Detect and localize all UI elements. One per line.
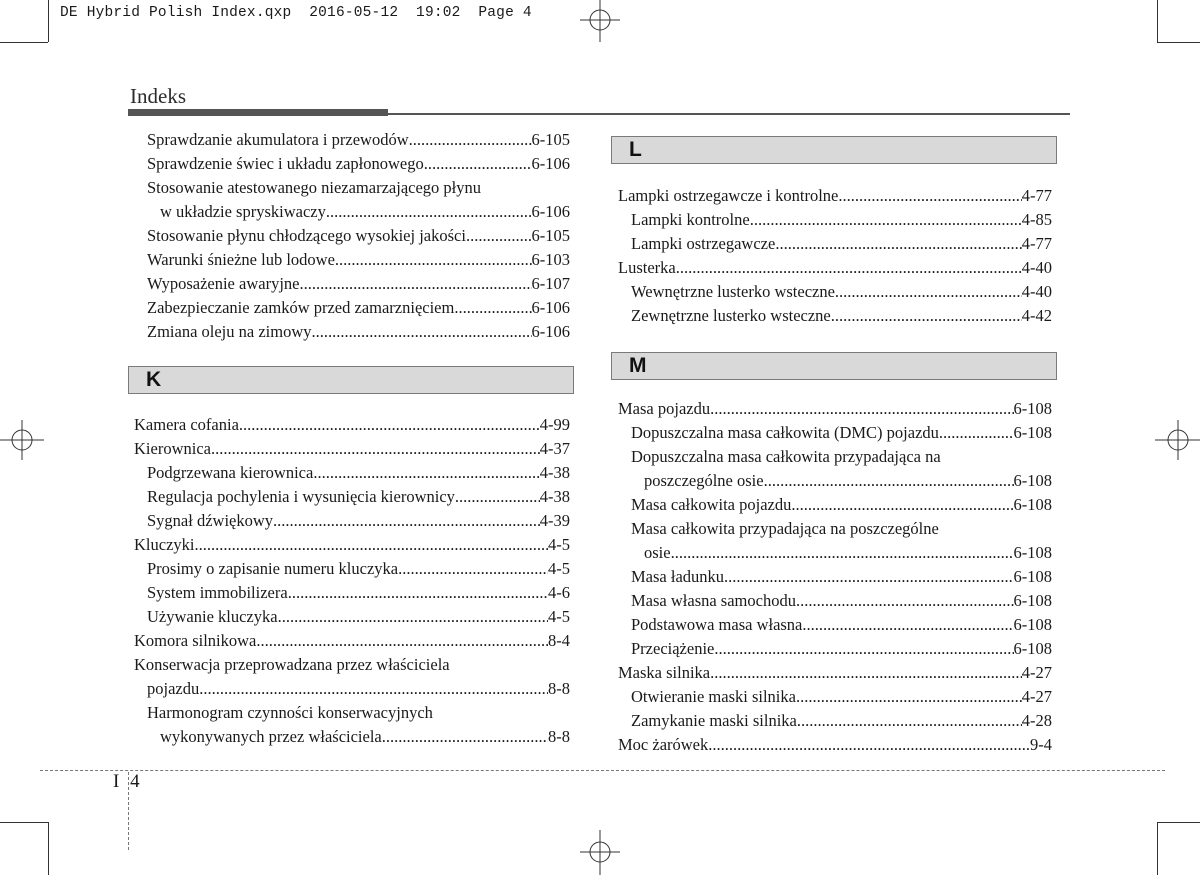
index-entry-text: Kierownica — [134, 439, 211, 458]
dot-leader — [398, 557, 548, 581]
dot-leader — [802, 613, 1013, 637]
index-entry — [618, 208, 1052, 232]
dot-leader — [312, 320, 532, 344]
index-entry-text: Sprawdzenie świec i układu zapłonowego — [147, 154, 424, 173]
index-entry-text: Warunki śnieżne lub lodowe — [147, 250, 335, 269]
index-entry-text: osie — [644, 543, 671, 562]
dot-leader — [708, 733, 1030, 757]
index-entry-text: wykonywanych przez właściciela — [160, 727, 382, 746]
index-entry-page: 4-77 — [1021, 234, 1052, 253]
index-entry-page: 6-108 — [1013, 471, 1052, 490]
index-entry — [618, 280, 1052, 304]
section-header-l: L — [611, 136, 1057, 164]
registration-mark-icon — [575, 830, 625, 875]
index-entry — [134, 200, 570, 224]
index-entry — [134, 320, 570, 344]
index-entry — [618, 517, 1052, 541]
index-entry-page: 6-108 — [1013, 639, 1052, 658]
crop-mark — [0, 42, 48, 43]
index-entry-text: Wyposażenie awaryjne — [147, 274, 300, 293]
index-entry — [134, 677, 570, 701]
dot-leader — [775, 232, 1021, 256]
index-entry-text: Lusterka — [618, 258, 676, 277]
dot-leader — [714, 637, 1013, 661]
index-entry-page: 6-108 — [1013, 567, 1052, 586]
index-entry — [618, 589, 1052, 613]
index-entry — [618, 709, 1052, 733]
index-entry — [618, 565, 1052, 589]
index-entry — [134, 272, 570, 296]
dot-leader — [710, 397, 1013, 421]
index-entry-text: Sygnał dźwiękowy — [147, 511, 274, 530]
page-title: Indeks — [130, 84, 186, 108]
index-entry-page: 4-5 — [548, 535, 570, 554]
index-entry-text: Moc żarówek — [618, 735, 709, 754]
index-entry-text: Masa własna samochodu — [631, 591, 796, 610]
index-entry-page: 6-107 — [531, 274, 570, 293]
index-entry — [618, 232, 1052, 256]
index-entry — [618, 469, 1052, 493]
index-entry-text: Zmiana oleju na zimowy — [147, 322, 312, 341]
dot-leader — [466, 224, 532, 248]
crop-mark — [0, 822, 48, 823]
index-entry-text: Otwieranie maski silnika — [631, 687, 796, 706]
index-entry-text: w układzie spryskiwaczy — [160, 202, 326, 221]
index-entry-text: Masa całkowita pojazdu — [631, 495, 792, 514]
index-entry-page: 6-108 — [1013, 495, 1052, 514]
index-entry-text: Wewnętrzne lusterko wsteczne — [631, 282, 835, 301]
registration-mark-icon — [575, 0, 625, 45]
index-entry — [134, 413, 570, 437]
dot-leader — [939, 421, 1014, 445]
dot-leader — [724, 565, 1013, 589]
index-entry-page: 4-40 — [1021, 258, 1052, 277]
index-entry-page: 4-38 — [539, 487, 570, 506]
title-rule — [388, 113, 1070, 115]
crop-mark — [1157, 42, 1200, 43]
index-entry-page: 6-103 — [531, 250, 570, 269]
index-entry-text: Przeciążenie — [631, 639, 715, 658]
index-list-m — [618, 397, 1052, 757]
index-entry-page: 4-37 — [539, 439, 570, 458]
dot-leader — [454, 296, 531, 320]
index-entry-page: 6-108 — [1013, 543, 1052, 562]
index-entry-page: 6-108 — [1013, 615, 1052, 634]
crop-mark — [1157, 0, 1158, 42]
index-entry — [134, 557, 570, 581]
index-entry — [134, 152, 570, 176]
index-entry-page: 4-5 — [548, 607, 570, 626]
page-number: I 4 — [113, 771, 143, 792]
index-entry-text: Stosowanie atestowanego niezamarzającego płynu — [147, 178, 481, 197]
index-entry-text: Komora silnikowa — [134, 631, 257, 650]
index-entry-page: 6-106 — [531, 322, 570, 341]
index-entry — [618, 421, 1052, 445]
index-entry — [618, 304, 1052, 328]
crop-mark — [1157, 822, 1158, 875]
section-header-m: M — [611, 352, 1057, 380]
index-entry-text: Zamykanie maski silnika — [631, 711, 797, 730]
index-entry-page: 4-38 — [539, 463, 570, 482]
index-entry — [134, 581, 570, 605]
index-entry-page: 4-40 — [1021, 282, 1052, 301]
index-entry — [618, 397, 1052, 421]
dot-leader — [455, 485, 540, 509]
index-entry-page: 4-39 — [539, 511, 570, 530]
index-entry — [134, 605, 570, 629]
index-list-k — [134, 413, 570, 749]
index-entry-page: 6-108 — [1013, 423, 1052, 442]
index-entry-text: pojazdu — [147, 679, 200, 698]
index-entry-text: Podgrzewana kierownica — [147, 463, 314, 482]
print-info-header: DE Hybrid Polish Index.qxp 2016-05-12 19:02 Page 4 — [60, 5, 532, 21]
dot-leader — [256, 629, 548, 653]
index-entry-text: Maska silnika — [618, 663, 711, 682]
index-entry-text: Masa ładunku — [631, 567, 725, 586]
dot-leader — [194, 533, 548, 557]
dot-leader — [273, 509, 540, 533]
dot-leader — [764, 469, 1014, 493]
index-entry-text: Stosowanie płynu chłodzącego wysokiej jakości — [147, 226, 466, 245]
index-entry — [134, 701, 570, 725]
index-entry-text: Lampki ostrzegawcze i kontrolne — [618, 186, 839, 205]
index-entry — [134, 248, 570, 272]
index-entry — [618, 256, 1052, 280]
index-entry-page: 6-108 — [1013, 591, 1052, 610]
index-entry-text: Prosimy o zapisanie numeru kluczyka — [147, 559, 399, 578]
dot-leader — [796, 685, 1022, 709]
dot-leader — [796, 589, 1014, 613]
index-entry-page: 4-27 — [1021, 663, 1052, 682]
dot-leader — [750, 208, 1022, 232]
index-entry — [618, 541, 1052, 565]
index-list-left-top — [134, 128, 570, 344]
index-entry-page: 6-105 — [531, 226, 570, 245]
dot-leader — [409, 128, 532, 152]
index-entry-text: System immobilizera — [147, 583, 288, 602]
dot-leader — [326, 200, 532, 224]
index-entry-text: Konserwacja przeprowadzana przez właściciela — [134, 655, 450, 674]
index-entry — [134, 725, 570, 749]
index-entry-text: Lampki ostrzegawcze — [631, 234, 776, 253]
index-entry-page: 4-77 — [1021, 186, 1052, 205]
index-entry-text: poszczególne osie — [644, 471, 764, 490]
index-entry — [134, 461, 570, 485]
index-entry-text: Dopuszczalna masa całkowita (DMC) pojazdu — [631, 423, 939, 442]
index-entry-page: 4-6 — [548, 583, 570, 602]
index-entry-page: 6-105 — [531, 130, 570, 149]
index-entry — [134, 176, 570, 200]
index-entry-text: Sprawdzanie akumulatora i przewodów — [147, 130, 409, 149]
index-entry — [618, 661, 1052, 685]
dot-leader — [838, 184, 1021, 208]
index-entry-text: Podstawowa masa własna — [631, 615, 803, 634]
index-entry-page: 4-28 — [1021, 711, 1052, 730]
index-entry-text: Regulacja pochylenia i wysunięcia kierownicy — [147, 487, 455, 506]
index-entry — [618, 733, 1052, 757]
index-entry-text: Masa pojazdu — [618, 399, 711, 418]
index-entry-page: 6-106 — [531, 298, 570, 317]
dot-leader — [199, 677, 548, 701]
dot-leader — [382, 725, 548, 749]
index-entry-page: 6-106 — [531, 154, 570, 173]
index-entry — [134, 437, 570, 461]
dot-leader — [211, 437, 540, 461]
index-entry — [618, 184, 1052, 208]
index-entry-text: Lampki kontrolne — [631, 210, 750, 229]
index-entry-text: Kamera cofania — [134, 415, 239, 434]
index-entry-text: Kluczyki — [134, 535, 195, 554]
index-entry-text: Dopuszczalna masa całkowita przypadająca na — [631, 447, 941, 466]
crop-mark — [1157, 822, 1200, 823]
index-entry-page: 4-42 — [1021, 306, 1052, 325]
index-entry — [134, 128, 570, 152]
dot-leader — [835, 280, 1022, 304]
index-entry-page: 8-8 — [548, 727, 570, 746]
index-entry-page: 6-108 — [1013, 399, 1052, 418]
dot-leader — [278, 605, 548, 629]
index-entry — [618, 637, 1052, 661]
index-entry-page: 8-8 — [548, 679, 570, 698]
registration-mark-icon — [0, 415, 45, 465]
index-entry — [134, 296, 570, 320]
index-entry — [134, 509, 570, 533]
crop-mark — [48, 0, 49, 42]
index-entry-text: Masa całkowita przypadająca na poszczególne — [631, 519, 939, 538]
dot-leader — [676, 256, 1022, 280]
index-entry-page: 4-5 — [548, 559, 570, 578]
index-entry — [618, 445, 1052, 469]
index-entry-text: Zewnętrzne lusterko wsteczne — [631, 306, 831, 325]
index-entry-text: Używanie kluczyka — [147, 607, 278, 626]
index-entry — [134, 533, 570, 557]
crop-mark — [48, 822, 49, 875]
dot-leader — [791, 493, 1013, 517]
index-entry-page: 4-85 — [1021, 210, 1052, 229]
dot-leader — [797, 709, 1022, 733]
dot-leader — [424, 152, 532, 176]
index-entry — [134, 653, 570, 677]
index-entry-text: Harmonogram czynności konserwacyjnych — [147, 703, 433, 722]
footer-rule — [40, 770, 1165, 771]
dot-leader — [288, 581, 548, 605]
index-entry-text: Zabezpieczanie zamków przed zamarznięciem — [147, 298, 455, 317]
index-entry — [134, 629, 570, 653]
index-entry-page: 6-106 — [531, 202, 570, 221]
registration-mark-icon — [1155, 415, 1200, 465]
dot-leader — [313, 461, 539, 485]
dot-leader — [335, 248, 532, 272]
title-rule — [128, 109, 388, 116]
index-entry-page: 9-4 — [1030, 735, 1052, 754]
dot-leader — [299, 272, 531, 296]
index-entry — [618, 685, 1052, 709]
index-entry-page: 4-99 — [539, 415, 570, 434]
index-entry — [134, 485, 570, 509]
index-entry-page: 4-27 — [1021, 687, 1052, 706]
index-entry-page: 8-4 — [548, 631, 570, 650]
index-entry — [618, 613, 1052, 637]
dot-leader — [239, 413, 540, 437]
index-list-l — [618, 184, 1052, 328]
index-entry — [618, 493, 1052, 517]
dot-leader — [710, 661, 1022, 685]
dot-leader — [831, 304, 1022, 328]
section-header-k: K — [128, 366, 574, 394]
dot-leader — [671, 541, 1014, 565]
index-entry — [134, 224, 570, 248]
